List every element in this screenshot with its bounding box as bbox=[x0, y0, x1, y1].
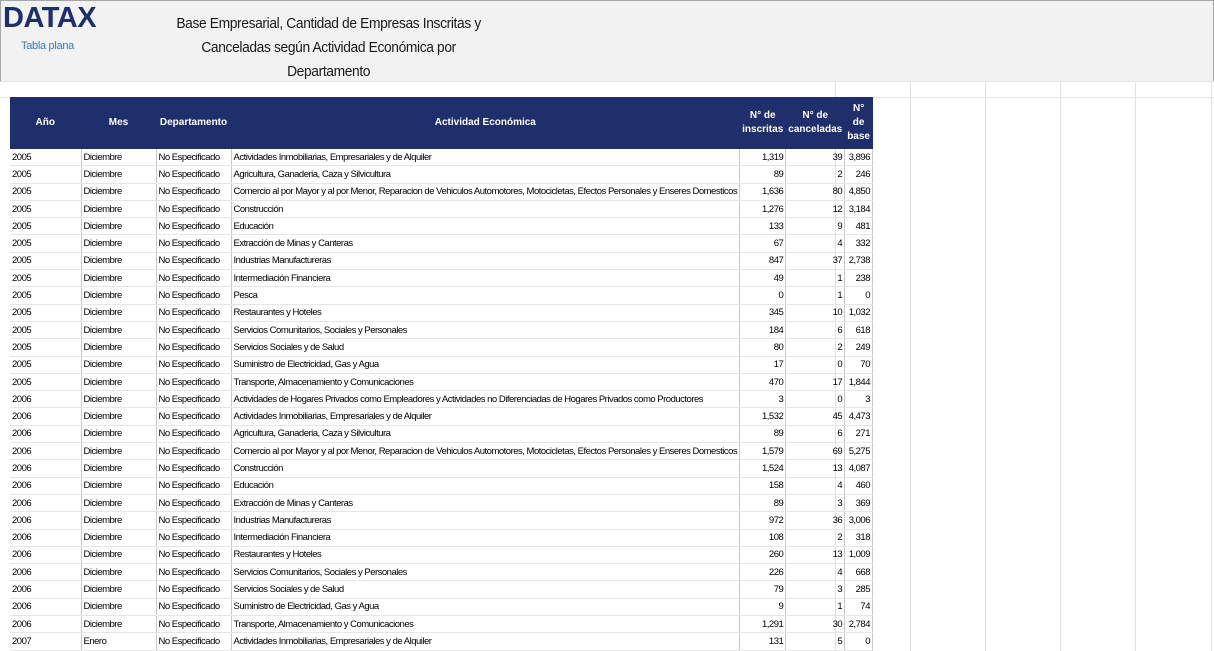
cell-anio[interactable]: 2005 bbox=[10, 270, 81, 287]
cell-base[interactable]: 285 bbox=[845, 581, 873, 598]
table-row bbox=[10, 494, 872, 511]
table-row bbox=[10, 200, 872, 217]
cell-actividad[interactable]: Agricultura, Ganaderia, Caza y Silvicultura bbox=[231, 425, 740, 442]
grid-column-line bbox=[1135, 81, 1136, 651]
cell-anio[interactable]: 2006 bbox=[10, 494, 81, 511]
cell-mes[interactable]: Diciembre bbox=[81, 425, 156, 442]
grid-column-line bbox=[910, 81, 911, 651]
cell-canceladas[interactable]: 5 bbox=[786, 633, 845, 650]
cell-actividad[interactable]: Agricultura, Ganaderia, Caza y Silvicultura bbox=[231, 166, 740, 183]
table-row bbox=[10, 149, 872, 166]
cell-mes[interactable]: Diciembre bbox=[81, 616, 156, 633]
cell-inscritas[interactable]: 158 bbox=[740, 477, 786, 494]
cell-base[interactable]: 668 bbox=[845, 564, 873, 581]
table-row bbox=[10, 529, 872, 546]
cell-mes[interactable]: Diciembre bbox=[81, 235, 156, 252]
cell-inscritas[interactable]: 0 bbox=[740, 287, 786, 304]
cell-departamento[interactable]: No Especificado bbox=[156, 218, 231, 235]
cell-inscritas[interactable]: 80 bbox=[740, 339, 786, 356]
report-title bbox=[163, 12, 494, 84]
cell-base[interactable]: 3,006 bbox=[845, 512, 873, 529]
cell-canceladas[interactable]: 4 bbox=[786, 477, 845, 494]
cell-base[interactable]: 249 bbox=[845, 339, 873, 356]
cell-departamento[interactable]: No Especificado bbox=[156, 287, 231, 304]
cell-departamento[interactable]: No Especificado bbox=[156, 149, 231, 166]
cell-canceladas[interactable]: 4 bbox=[786, 564, 845, 581]
table-row bbox=[10, 546, 872, 563]
cell-mes[interactable]: Diciembre bbox=[81, 564, 156, 581]
cell-departamento[interactable]: No Especificado bbox=[156, 546, 231, 563]
cell-canceladas[interactable]: 6 bbox=[786, 425, 845, 442]
cell-mes[interactable]: Diciembre bbox=[81, 200, 156, 217]
cell-anio[interactable]: 2005 bbox=[10, 339, 81, 356]
table-row bbox=[10, 460, 872, 477]
cell-canceladas[interactable]: 45 bbox=[786, 408, 845, 425]
cell-canceladas[interactable]: 10 bbox=[786, 304, 845, 321]
table-row bbox=[10, 321, 872, 338]
col-header-mes[interactable]: Mes bbox=[81, 97, 156, 149]
table-row bbox=[10, 287, 872, 304]
cell-base[interactable]: 618 bbox=[845, 321, 873, 338]
cell-actividad[interactable]: Industrias Manufactureras bbox=[231, 252, 740, 269]
cell-departamento[interactable]: No Especificado bbox=[156, 321, 231, 338]
cell-departamento[interactable]: No Especificado bbox=[156, 183, 231, 200]
cell-mes[interactable]: Diciembre bbox=[81, 529, 156, 546]
cell-actividad[interactable]: Comercio al por Mayor y al por Menor, Reparacion de Vehiculos Automotores, Motocicletas, Efectos Personales y Enseres Domesticos bbox=[231, 183, 740, 200]
cell-actividad[interactable]: Actividades Inmobiliarias, Empresariales y de Alquiler bbox=[231, 149, 740, 166]
table-row bbox=[10, 391, 872, 408]
cell-mes[interactable]: Diciembre bbox=[81, 339, 156, 356]
datax-logo: DATAX bbox=[3, 2, 97, 34]
cell-mes[interactable]: Diciembre bbox=[81, 321, 156, 338]
cell-departamento[interactable]: No Especificado bbox=[156, 408, 231, 425]
table-row bbox=[10, 304, 872, 321]
cell-inscritas[interactable]: 3 bbox=[740, 391, 786, 408]
cell-actividad[interactable]: Construcción bbox=[231, 460, 740, 477]
cell-departamento[interactable]: No Especificado bbox=[156, 304, 231, 321]
cell-actividad[interactable]: Transporte, Almacenamiento y Comunicaciones bbox=[231, 373, 740, 390]
grid-column-line bbox=[1211, 81, 1212, 651]
cell-inscritas[interactable]: 1,291 bbox=[740, 616, 786, 633]
cell-mes[interactable]: Diciembre bbox=[81, 270, 156, 287]
cell-mes[interactable]: Diciembre bbox=[81, 443, 156, 460]
cell-actividad[interactable]: Servicios Comunitarios, Sociales y Personales bbox=[231, 321, 740, 338]
cell-inscritas[interactable]: 847 bbox=[740, 252, 786, 269]
cell-actividad[interactable]: Suministro de Electricidad, Gas y Agua bbox=[231, 598, 740, 615]
table-row bbox=[10, 235, 872, 252]
cell-actividad[interactable]: Servicios Comunitarios, Sociales y Personales bbox=[231, 564, 740, 581]
table-row bbox=[10, 252, 872, 269]
cell-base[interactable]: 5,275 bbox=[845, 443, 873, 460]
cell-base[interactable]: 481 bbox=[845, 218, 873, 235]
report-title-line-2: Canceladas según Actividad Económica por Departamento bbox=[201, 39, 456, 80]
cell-mes[interactable]: Diciembre bbox=[81, 218, 156, 235]
cell-departamento[interactable]: No Especificado bbox=[156, 166, 231, 183]
table-row bbox=[10, 564, 872, 581]
cell-departamento[interactable]: No Especificado bbox=[156, 270, 231, 287]
cell-base[interactable]: 246 bbox=[845, 166, 873, 183]
cell-mes[interactable]: Diciembre bbox=[81, 494, 156, 511]
cell-mes[interactable]: Diciembre bbox=[81, 477, 156, 494]
cell-canceladas[interactable]: 80 bbox=[786, 183, 845, 200]
cell-canceladas[interactable]: 3 bbox=[786, 581, 845, 598]
cell-mes[interactable]: Diciembre bbox=[81, 183, 156, 200]
cell-departamento[interactable]: No Especificado bbox=[156, 460, 231, 477]
table-row bbox=[10, 616, 872, 633]
data-table bbox=[10, 97, 873, 651]
cell-mes[interactable]: Diciembre bbox=[81, 391, 156, 408]
cell-base[interactable]: 0 bbox=[845, 633, 873, 650]
cell-base[interactable]: 4,087 bbox=[845, 460, 873, 477]
cell-base[interactable]: 0 bbox=[845, 287, 873, 304]
cell-departamento[interactable]: No Especificado bbox=[156, 339, 231, 356]
cell-mes[interactable]: Diciembre bbox=[81, 512, 156, 529]
cell-base[interactable]: 70 bbox=[845, 356, 873, 373]
table-row bbox=[10, 425, 872, 442]
cell-inscritas[interactable]: 49 bbox=[740, 270, 786, 287]
cell-departamento[interactable]: No Especificado bbox=[156, 443, 231, 460]
cell-departamento[interactable]: No Especificado bbox=[156, 598, 231, 615]
cell-canceladas[interactable]: 1 bbox=[786, 287, 845, 304]
cell-actividad[interactable]: Construcción bbox=[231, 200, 740, 217]
cell-inscritas[interactable]: 260 bbox=[740, 546, 786, 563]
cell-anio[interactable]: 2005 bbox=[10, 252, 81, 269]
table-row bbox=[10, 166, 872, 183]
cell-base[interactable]: 318 bbox=[845, 529, 873, 546]
cell-inscritas[interactable]: 470 bbox=[740, 373, 786, 390]
cell-anio[interactable]: 2006 bbox=[10, 425, 81, 442]
cell-canceladas[interactable]: 1 bbox=[786, 598, 845, 615]
table-row bbox=[10, 218, 872, 235]
cell-base[interactable]: 460 bbox=[845, 477, 873, 494]
cell-base[interactable]: 332 bbox=[845, 235, 873, 252]
cell-mes[interactable]: Diciembre bbox=[81, 546, 156, 563]
cell-actividad[interactable]: Transporte, Almacenamiento y Comunicaciones bbox=[231, 616, 740, 633]
cell-actividad[interactable]: Extracción de Minas y Canteras bbox=[231, 235, 740, 252]
cell-anio[interactable]: 2006 bbox=[10, 460, 81, 477]
cell-actividad[interactable]: Actividades de Hogares Privados como Empleadores y Actividades no Diferenciadas de Hogares Privados como Productores bbox=[231, 391, 740, 408]
col-header-canceladas[interactable]: N° de canceladas bbox=[786, 97, 845, 149]
cell-mes[interactable]: Diciembre bbox=[81, 581, 156, 598]
cell-anio[interactable]: 2006 bbox=[10, 581, 81, 598]
cell-base[interactable]: 1,844 bbox=[845, 373, 873, 390]
cell-anio[interactable]: 2006 bbox=[10, 408, 81, 425]
cell-departamento[interactable]: No Especificado bbox=[156, 633, 231, 650]
cell-actividad[interactable]: Extracción de Minas y Canteras bbox=[231, 494, 740, 511]
table-row bbox=[10, 356, 872, 373]
cell-inscritas[interactable]: 184 bbox=[740, 321, 786, 338]
cell-canceladas[interactable]: 2 bbox=[786, 339, 845, 356]
cell-inscritas[interactable]: 108 bbox=[740, 529, 786, 546]
cell-departamento[interactable]: No Especificado bbox=[156, 235, 231, 252]
cell-anio[interactable]: 2005 bbox=[10, 183, 81, 200]
cell-anio[interactable]: 2005 bbox=[10, 321, 81, 338]
cell-base[interactable]: 3,896 bbox=[845, 149, 873, 166]
cell-actividad[interactable]: Servicios Sociales y de Salud bbox=[231, 581, 740, 598]
cell-inscritas[interactable]: 1,636 bbox=[740, 183, 786, 200]
cell-inscritas[interactable]: 17 bbox=[740, 356, 786, 373]
table-row bbox=[10, 183, 872, 200]
cell-inscritas[interactable]: 972 bbox=[740, 512, 786, 529]
grid-column-line bbox=[1060, 81, 1061, 651]
table-row bbox=[10, 581, 872, 598]
cell-inscritas[interactable]: 89 bbox=[740, 494, 786, 511]
cell-inscritas[interactable]: 226 bbox=[740, 564, 786, 581]
cell-departamento[interactable]: No Especificado bbox=[156, 356, 231, 373]
cell-anio[interactable]: 2006 bbox=[10, 546, 81, 563]
cell-canceladas[interactable]: 2 bbox=[786, 166, 845, 183]
cell-anio[interactable]: 2005 bbox=[10, 235, 81, 252]
cell-anio[interactable]: 2006 bbox=[10, 391, 81, 408]
cell-actividad[interactable]: Comercio al por Mayor y al por Menor, Reparacion de Vehiculos Automotores, Motocicletas, Efectos Personales y Enseres Domesticos bbox=[231, 443, 740, 460]
cell-canceladas[interactable]: 6 bbox=[786, 321, 845, 338]
cell-anio[interactable]: 2006 bbox=[10, 477, 81, 494]
cell-base[interactable]: 271 bbox=[845, 425, 873, 442]
cell-actividad[interactable]: Restaurantes y Hoteles bbox=[231, 304, 740, 321]
cell-base[interactable]: 3 bbox=[845, 391, 873, 408]
cell-mes[interactable]: Diciembre bbox=[81, 598, 156, 615]
cell-actividad[interactable]: Actividades Inmobiliarias, Empresariales y de Alquiler bbox=[231, 633, 740, 650]
cell-base[interactable]: 2,738 bbox=[845, 252, 873, 269]
cell-departamento[interactable]: No Especificado bbox=[156, 477, 231, 494]
cell-canceladas[interactable]: 30 bbox=[786, 616, 845, 633]
cell-inscritas[interactable]: 1,532 bbox=[740, 408, 786, 425]
cell-anio[interactable]: 2005 bbox=[10, 287, 81, 304]
cell-anio[interactable]: 2005 bbox=[10, 304, 81, 321]
cell-canceladas[interactable]: 36 bbox=[786, 512, 845, 529]
cell-departamento[interactable]: No Especificado bbox=[156, 564, 231, 581]
cell-canceladas[interactable]: 4 bbox=[786, 235, 845, 252]
col-header-departamento[interactable]: Departamento bbox=[156, 97, 231, 149]
cell-inscritas[interactable]: 1,319 bbox=[740, 149, 786, 166]
logo-subtitle: Tabla plana bbox=[21, 40, 74, 52]
cell-canceladas[interactable]: 0 bbox=[786, 391, 845, 408]
cell-base[interactable]: 4,473 bbox=[845, 408, 873, 425]
cell-anio[interactable]: 2006 bbox=[10, 564, 81, 581]
cell-canceladas[interactable]: 9 bbox=[786, 218, 845, 235]
cell-mes[interactable]: Diciembre bbox=[81, 304, 156, 321]
cell-inscritas[interactable]: 133 bbox=[740, 218, 786, 235]
cell-canceladas[interactable]: 69 bbox=[786, 443, 845, 460]
col-header-base[interactable]: N° de base bbox=[845, 97, 873, 149]
table-row bbox=[10, 270, 872, 287]
cell-departamento[interactable]: No Especificado bbox=[156, 200, 231, 217]
cell-canceladas[interactable]: 39 bbox=[786, 149, 845, 166]
grid-column-line bbox=[985, 81, 986, 651]
col-header-anio[interactable]: Año bbox=[10, 97, 81, 149]
cell-actividad[interactable]: Restaurantes y Hoteles bbox=[231, 546, 740, 563]
cell-canceladas[interactable]: 1 bbox=[786, 270, 845, 287]
cell-anio[interactable]: 2005 bbox=[10, 149, 81, 166]
cell-anio[interactable]: 2005 bbox=[10, 356, 81, 373]
cell-base[interactable]: 2,784 bbox=[845, 616, 873, 633]
cell-inscritas[interactable]: 1,524 bbox=[740, 460, 786, 477]
cell-anio[interactable]: 2006 bbox=[10, 443, 81, 460]
cell-departamento[interactable]: No Especificado bbox=[156, 252, 231, 269]
cell-inscritas[interactable]: 1,579 bbox=[740, 443, 786, 460]
table-row bbox=[10, 633, 872, 650]
cell-anio[interactable]: 2006 bbox=[10, 529, 81, 546]
cell-inscritas[interactable]: 131 bbox=[740, 633, 786, 650]
cell-canceladas[interactable]: 13 bbox=[786, 546, 845, 563]
cell-canceladas[interactable]: 12 bbox=[786, 200, 845, 217]
cell-canceladas[interactable]: 17 bbox=[786, 373, 845, 390]
cell-mes[interactable]: Diciembre bbox=[81, 408, 156, 425]
cell-inscritas[interactable]: 9 bbox=[740, 598, 786, 615]
cell-anio[interactable]: 2006 bbox=[10, 512, 81, 529]
cell-canceladas[interactable]: 0 bbox=[786, 356, 845, 373]
grid-row-line bbox=[0, 81, 1214, 82]
table-row bbox=[10, 443, 872, 460]
cell-anio[interactable]: 2005 bbox=[10, 200, 81, 217]
cell-anio[interactable]: 2005 bbox=[10, 166, 81, 183]
report-banner bbox=[0, 0, 1214, 82]
cell-inscritas[interactable]: 89 bbox=[740, 166, 786, 183]
table-row bbox=[10, 373, 872, 390]
cell-base[interactable]: 1,009 bbox=[845, 546, 873, 563]
cell-mes[interactable]: Diciembre bbox=[81, 373, 156, 390]
cell-departamento[interactable]: No Especificado bbox=[156, 373, 231, 390]
table-row bbox=[10, 598, 872, 615]
cell-anio[interactable]: 2005 bbox=[10, 373, 81, 390]
table-header-row bbox=[10, 97, 872, 149]
cell-mes[interactable]: Diciembre bbox=[81, 460, 156, 477]
cell-base[interactable]: 4,850 bbox=[845, 183, 873, 200]
cell-anio[interactable]: 2006 bbox=[10, 598, 81, 615]
cell-anio[interactable]: 2007 bbox=[10, 633, 81, 650]
cell-inscritas[interactable]: 345 bbox=[740, 304, 786, 321]
cell-base[interactable]: 74 bbox=[845, 598, 873, 615]
cell-departamento[interactable]: No Especificado bbox=[156, 425, 231, 442]
cell-base[interactable]: 238 bbox=[845, 270, 873, 287]
cell-base[interactable]: 3,184 bbox=[845, 200, 873, 217]
cell-mes[interactable]: Diciembre bbox=[81, 287, 156, 304]
cell-inscritas[interactable]: 89 bbox=[740, 425, 786, 442]
cell-actividad[interactable]: Intermediación Financiera bbox=[231, 529, 740, 546]
cell-departamento[interactable]: No Especificado bbox=[156, 512, 231, 529]
cell-canceladas[interactable]: 13 bbox=[786, 460, 845, 477]
cell-base[interactable]: 369 bbox=[845, 494, 873, 511]
table-row bbox=[10, 408, 872, 425]
cell-actividad[interactable]: Intermediación Financiera bbox=[231, 270, 740, 287]
cell-departamento[interactable]: No Especificado bbox=[156, 529, 231, 546]
cell-mes[interactable]: Diciembre bbox=[81, 356, 156, 373]
cell-mes[interactable]: Diciembre bbox=[81, 166, 156, 183]
cell-actividad[interactable]: Servicios Sociales y de Salud bbox=[231, 339, 740, 356]
cell-anio[interactable]: 2006 bbox=[10, 616, 81, 633]
table-row bbox=[10, 512, 872, 529]
cell-base[interactable]: 1,032 bbox=[845, 304, 873, 321]
col-header-actividad[interactable]: Actividad Económica bbox=[231, 97, 740, 149]
table-row bbox=[10, 339, 872, 356]
cell-canceladas[interactable]: 37 bbox=[786, 252, 845, 269]
cell-canceladas[interactable]: 2 bbox=[786, 529, 845, 546]
cell-departamento[interactable]: No Especificado bbox=[156, 581, 231, 598]
cell-departamento[interactable]: No Especificado bbox=[156, 616, 231, 633]
cell-actividad[interactable]: Educación bbox=[231, 218, 740, 235]
cell-actividad[interactable]: Suministro de Electricidad, Gas y Agua bbox=[231, 356, 740, 373]
cell-inscritas[interactable]: 67 bbox=[740, 235, 786, 252]
cell-actividad[interactable]: Educación bbox=[231, 477, 740, 494]
cell-anio[interactable]: 2005 bbox=[10, 218, 81, 235]
spreadsheet-grid[interactable] bbox=[0, 81, 1214, 651]
cell-mes[interactable]: Diciembre bbox=[81, 252, 156, 269]
cell-actividad[interactable]: Industrias Manufactureras bbox=[231, 512, 740, 529]
cell-actividad[interactable]: Actividades Inmobiliarias, Empresariales y de Alquiler bbox=[231, 408, 740, 425]
cell-departamento[interactable]: No Especificado bbox=[156, 494, 231, 511]
cell-mes[interactable]: Enero bbox=[81, 633, 156, 650]
cell-inscritas[interactable]: 79 bbox=[740, 581, 786, 598]
report-title-line-1: Base Empresarial, Cantidad de Empresas Inscritas y bbox=[176, 15, 481, 32]
cell-inscritas[interactable]: 1,276 bbox=[740, 200, 786, 217]
cell-canceladas[interactable]: 3 bbox=[786, 494, 845, 511]
table-row bbox=[10, 477, 872, 494]
table-body bbox=[10, 149, 872, 650]
cell-mes[interactable]: Diciembre bbox=[81, 149, 156, 166]
col-header-inscritas[interactable]: N° de inscritas bbox=[740, 97, 786, 149]
cell-actividad[interactable]: Pesca bbox=[231, 287, 740, 304]
cell-departamento[interactable]: No Especificado bbox=[156, 391, 231, 408]
